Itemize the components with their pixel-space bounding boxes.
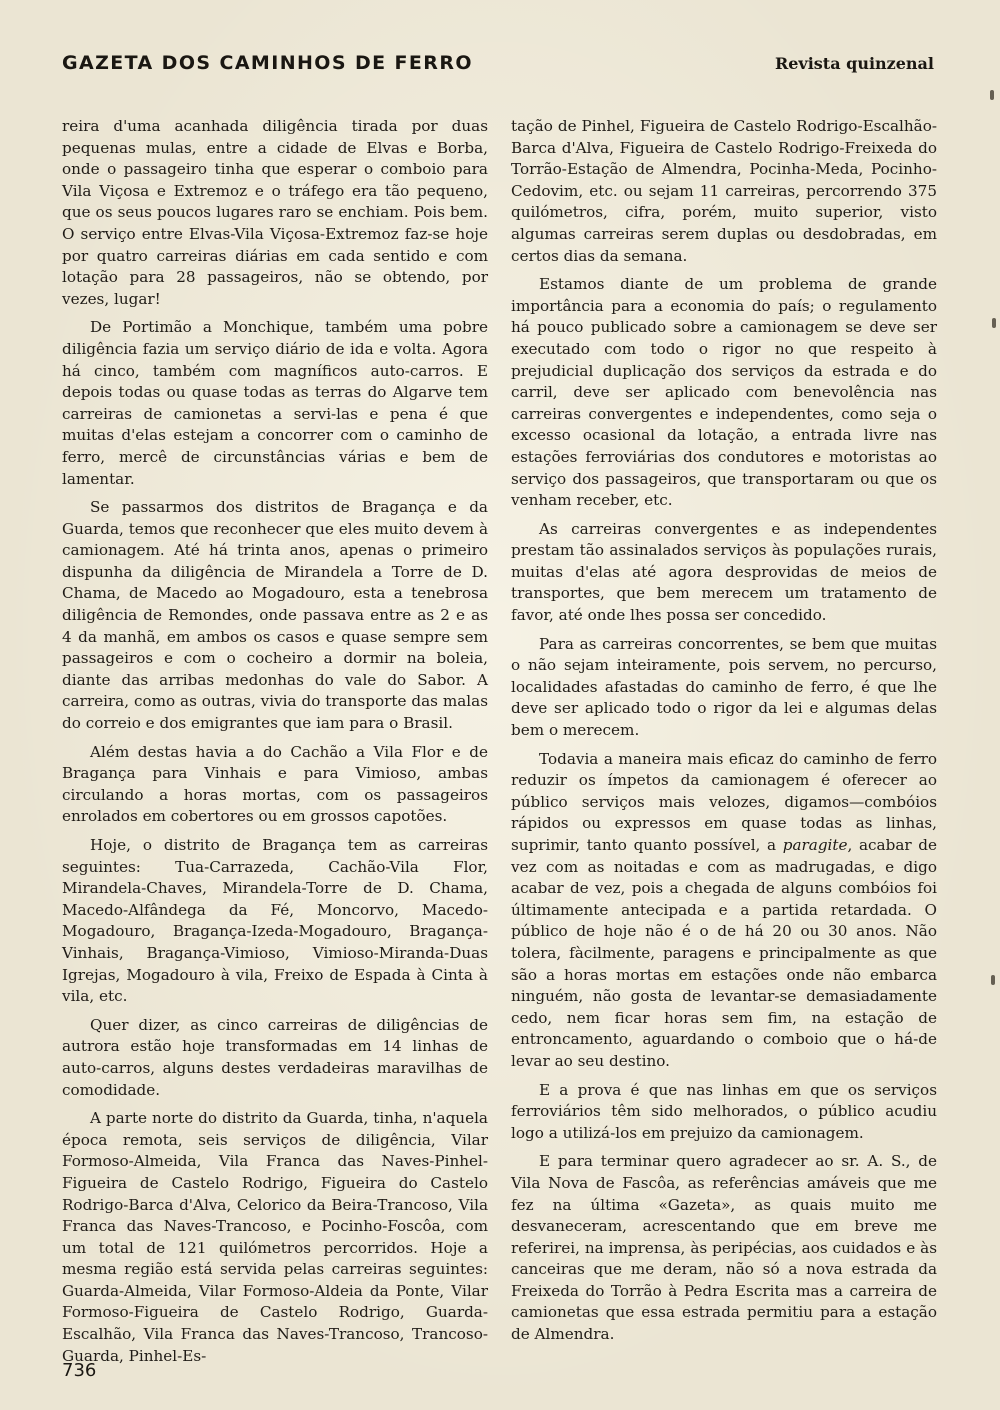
text-run: , acabar de vez com as noitadas e com as madrugadas, e digo acabar de vez, pois a chegada de alguns combóios foi últimamente antecipada e a partida retardada. O público de hoje não é o de há 20 ou 30 anos. Não tolera, fàcilmente, paragens e principalmente as que são a horas mortas em estações onde não embarca ninguém, não gosta de levantar-se demasiadamente cedo, nem ficar horas sem fim, na estação de entroncamento, aguardando o comboio que o há-de levar ao seu destino. — [511, 836, 937, 1070]
text-run: Todavia a maneira mais eficaz do caminho de ferro reduzir os ímpetos da camionagem é oferecer ao público serviços mais velozes, digamos—combóios rápidos ou expressos em quase todas as linhas, suprimir, tanto quanto possível, a — [511, 749, 937, 854]
paragraph: Quer dizer, as cinco carreiras de diligências de autrora estão hoje transformadas em 14 linhas de auto-carros, alguns destes verdadeiras maravilhas de comodidade. — [62, 1015, 488, 1099]
paragraph: Se passarmos dos distritos de Bragança e da Guarda, temos que reconhecer que eles muito devem à camionagem. Até há trinta anos, apenas o primeiro dispunha da diligência de Mirandela a Torre de D. Chama, de Macedo ao Mogadouro, esta a tenebrosa diligência de Remondes, onde passava entre as 2 e as 4 da manhã, em ambos os casos e quase sempre sem passageiros e com o cocheiro a dormir na boleia, diante das arribas medonhas do vale do Sabor. A carreira, como as outras, vivia do transporte das malas do correio e dos emigrantes que iam para o Brasil. — [62, 498, 488, 733]
journal-subtitle: Revista quinzenal — [774, 54, 934, 73]
paragraph: Para as carreiras concorrentes, se bem que muitas o não sejam inteiramente, pois servem, no percurso, localidades afastadas do caminho de ferro, é que lhe deve ser aplicado todo o rigor da lei e algumas delas bem o merecem. — [511, 634, 937, 740]
edge-mark — [991, 975, 995, 985]
paragraph: A parte norte do distrito da Guarda, tinha, n'aquela época remota, seis serviços de diligência, Vilar Formoso-Almeida, Vila Franca das Naves-Pinhel-Figueira de Castelo Rodrigo, Figueira do Castelo Rodrigo-Barca d'Alva, Celorico da Beira-Trancoso, Vila Franca das Naves-Trancoso, e Pocinho-Foscôa, com um total de 121 quilómetros percorridos. Hoje a mesma região está servida pelas carreiras seguintes: Guarda-Almeida, Vilar Formoso-Aldeia da Ponte, Vilar Formoso-Figueira de Castelo Rodrigo, Guarda-Escalhão, Vila Franca das Naves-Trancoso, Trancoso-Guarda, Pinhel-Es- — [62, 1109, 488, 1365]
edge-mark — [992, 318, 996, 328]
paragraph: Estamos diante de um problema de grande importância para a economia do país; o regulamento há pouco publicado sobre a camionagem se deve ser executado com todo o rigor no que respeito à prejudicial duplicação dos serviços da estrada e do carril, deve ser aplicado com benevolência nas carreiras convergentes e independentes, como seja o excesso ocasional da lotação, a entrada livre nas estações ferroviárias dos condutores e motoristas ao serviço dos passageiros, que transportaram ou que os venham receber, etc. — [511, 275, 937, 510]
paragraph: Além destas havia a do Cachão a Vila Flor e de Bragança para Vinhais e para Vimioso, ambas circulando a horas mortas, com os passageiros enrolados em cobertores ou em grossos capotões. — [62, 742, 488, 826]
paragraph: tação de Pinhel, Figueira de Castelo Rodrigo-Escalhão-Barca d'Alva, Figueira de Castelo Rodrigo-Freixeda do Torrão-Estação de Almendra, Pocinha-Meda, Pocinho-Cedovim, etc. ou sejam 11 carreiras, percorrendo 375 quilómetros, cifra, porém, muito superior, visto algumas carreiras serem duplas ou desdobradas, em certos dias da semana. — [511, 117, 937, 265]
left-column — [62, 116, 488, 1374]
paragraph: E a prova é que nas linhas em que os serviços ferroviários têm sido melhorados, o público acudiu logo a utilizá-los em prejuizo da camionagem. — [511, 1080, 937, 1142]
paragraph: As carreiras convergentes e as independentes prestam tão assinalados serviços às populações rurais, muitas d'elas até agora desprovidas de meios de transportes, que bem merecem um tratamento de favor, até onde lhes possa ser concedido. — [511, 519, 937, 625]
edge-mark — [990, 90, 994, 100]
paragraph: E para terminar quero agradecer ao sr. A. S., de Vila Nova de Fascôa, as referências amáveis que me fez na última «Gazeta», as quais muito me desvaneceram, acrescentando que em breve me referirei, na imprensa, às peripécias, aos cuidados e às canceiras que me deram, não só a nova estrada da Freixeda do Torrão à Pedra Escrita mas a carreira de camionetas que essa estrada permitiu para a estação de Almendra. — [511, 1152, 937, 1344]
right-column — [511, 116, 937, 1353]
italic-term: paragite — [782, 836, 848, 854]
paragraph: Hoje, o distrito de Bragança tem as carreiras seguintes: Tua-Carrazeda, Cachão-Vila Flor, Mirandela-Chaves, Mirandela-Torre de D. Chama, Macedo-Alfândega da Fé, Moncorvo, Macedo-Mogadouro, Bragança-Izeda-Mogadouro, Bragança-Vinhais, Bragança-Vimioso, Vimioso-Miranda-Duas Igrejas, Mogadouro à vila, Freixo de Espada à Cinta à vila, etc. — [62, 836, 488, 1006]
page-number: 736 — [62, 1360, 97, 1381]
paragraph — [511, 749, 937, 1073]
paragraph: reira d'uma acanhada diligência tirada por duas pequenas mulas, entre a cidade de Elvas e Borba, onde o passageiro tinha que esperar o comboio para Vila Viçosa e Extremoz e o tráfego era tão pequeno, que os seus poucos lugares raro se enchiam. Pois bem. O serviço entre Elvas-Vila Viçosa-Extremoz faz-se hoje por quatro carreiras diárias em cada sentido e com lotação para 28 passageiros, não se obtendo, por vezes, lugar! — [62, 117, 488, 308]
paragraph: De Portimão a Monchique, também uma pobre diligência fazia um serviço diário de ida e volta. Agora há cinco, também com magníficos auto-carros. E depois todas ou quase todas as terras do Algarve tem carreiras de camionetas a servi-las e pena é que muitas d'elas estejam a concorrer com o caminho de ferro, mercê de circunstâncias várias e bem de lamentar. — [62, 318, 488, 488]
journal-title: GAZETA DOS CAMINHOS DE FERRO — [62, 52, 473, 74]
